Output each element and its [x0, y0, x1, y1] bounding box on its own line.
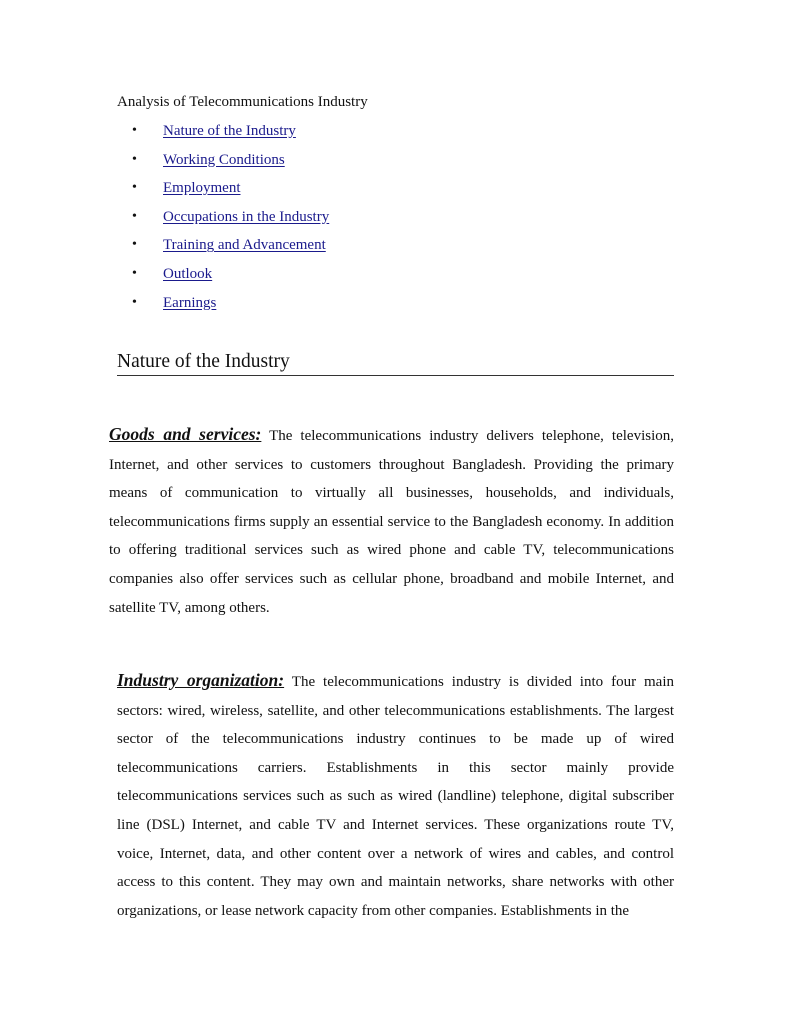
paragraph-industry-organization: [117, 666, 674, 925]
paragraph-lead-goods-and-services: Goods and services:: [109, 424, 262, 444]
bullet-icon: •: [132, 180, 137, 196]
toc-link-working-conditions[interactable]: Working Conditions: [163, 151, 285, 168]
toc-item-training: [117, 234, 329, 263]
toc-link-training-and-advancement[interactable]: Training and Advancement: [163, 237, 326, 254]
toc-item-nature: [117, 120, 329, 149]
toc-item-earnings: [117, 292, 329, 321]
document-title: Analysis of Telecommunications Industry: [117, 94, 368, 110]
bullet-icon: •: [132, 123, 137, 138]
bullet-icon: •: [132, 237, 137, 253]
section-heading-nature-of-the-industry: Nature of the Industry: [117, 350, 674, 376]
toc-item-occupations: [117, 206, 329, 235]
toc-link-nature-of-the-industry[interactable]: Nature of the Industry: [163, 123, 296, 139]
toc-link-employment[interactable]: Employment: [163, 180, 241, 197]
paragraph-body-industry-organization: The telecommunications industry is divided into four main sectors: wired, wireless, satellite, and other telecommunications establishments. The largest sector of the telecommunications industry continues to be made up of wired telecommunications carriers. Establishments in this sector mainly provide telecommunications services such as such as wired (landline) telephone, digital subscriber line (DSL) Internet, and cable TV and Internet services. These organizations route TV, voice, Internet, data, and other content over a network of wires and cables, and control access to this content. They may own and maintain networks, share networks with other organizations, or lease network capacity from other companies. Establishments in the: [117, 674, 675, 919]
table-of-contents: [117, 120, 329, 320]
toc-item-outlook: [117, 263, 329, 292]
paragraph-goods-and-services: [109, 420, 674, 622]
toc-link-outlook[interactable]: Outlook: [163, 265, 213, 282]
paragraph-lead-industry-organization: Industry organization:: [117, 670, 285, 690]
bullet-icon: •: [132, 265, 137, 281]
toc-item-working-conditions: [117, 149, 329, 178]
bullet-icon: •: [132, 208, 137, 224]
bullet-icon: •: [132, 294, 137, 310]
bullet-icon: •: [132, 151, 137, 167]
toc-link-occupations-in-the-industry[interactable]: Occupations in the Industry: [163, 208, 330, 225]
toc-item-employment: [117, 177, 329, 206]
paragraph-body-goods-and-services: The telecommunications industry delivers telephone, television, Internet, and other services to customers throughout Bangladesh. Providing the primary means of communication to virtually all businesses, households, and individuals, telecommunications firms supply an essential service to the Bangladesh economy. In addition to offering traditional services such as wired phone and cable TV, telecommunications companies also offer services such as cellular phone, broadband and mobile Internet, and satellite TV, among others.: [109, 428, 674, 616]
toc-link-earnings[interactable]: Earnings: [163, 294, 217, 311]
